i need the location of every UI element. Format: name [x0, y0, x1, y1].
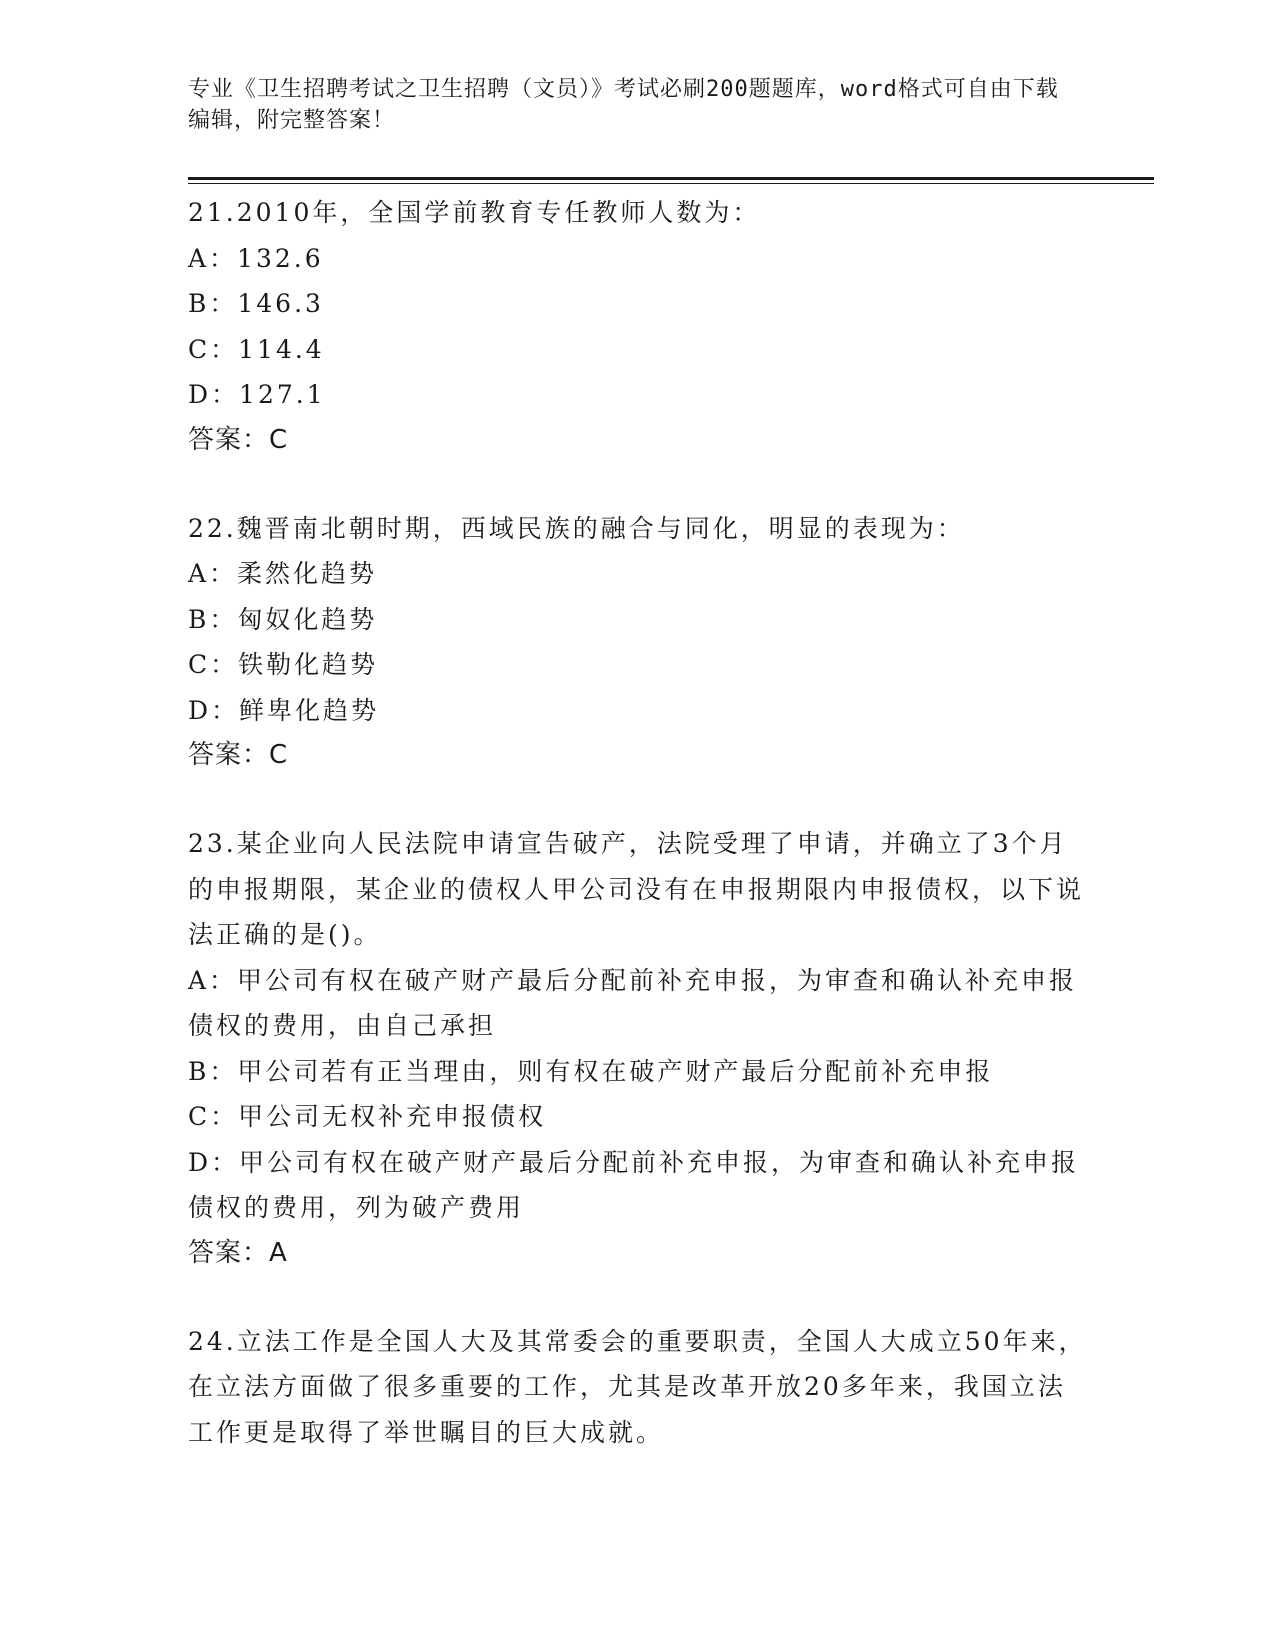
option-c: C：甲公司无权补充申报债权 — [188, 1102, 547, 1131]
option-c: C：铁勒化趋势 — [188, 650, 379, 679]
option-c: C：114.4 — [188, 334, 325, 364]
question-list — [188, 190, 1088, 1498]
option-b: B：146.3 — [188, 289, 324, 318]
option-d: D：甲公司有权在破产财产最后分配前补充申报，为审查和确认补充申报债权的费用，列为破产费用 — [188, 1147, 1080, 1222]
question-stem: 21.2010年，全国学前教育专任教师人数为： — [188, 198, 761, 227]
question-stem: 22.魏晋南北朝时期，西域民族的融合与同化，明显的表现为： — [188, 513, 965, 543]
question-stem: 24.立法工作是全国人大及其常委会的重要职责，全国人大成立50年来，在立法方面做了很多重要的工作，尤其是改革开放20多年来，我国立法工作更是取得了举世瞩目的巨大成就。 — [188, 1326, 1087, 1447]
option-b: B：匈奴化趋势 — [188, 604, 378, 634]
question-22 — [188, 506, 1088, 779]
question-stem: 23.某企业向人民法院申请宣告破产，法院受理了申请，并确立了3个月的申报期限，某企业的债权人甲公司没有在申报期限内申报债权，以下说法正确的是()。 — [188, 829, 1085, 949]
header-divider — [188, 177, 1154, 180]
document-header: 专业《卫生招聘考试之卫生招聘（文员）》考试必刷200题题库，word格式可自由下载编辑，附完整答案！ — [188, 77, 1059, 133]
option-a: A：132.6 — [188, 243, 324, 273]
answer: 答案：C — [188, 424, 289, 455]
option-a: A：甲公司有权在破产财产最后分配前补充申报，为审查和确认补充申报债权的费用，由自己承担 — [188, 965, 1078, 1040]
option-d: D：鲜卑化趋势 — [188, 695, 380, 725]
answer: 答案：A — [188, 1237, 288, 1268]
question-21 — [188, 190, 1088, 463]
header-divider-thin — [188, 183, 1154, 184]
option-b: B：甲公司若有正当理由，则有权在破产财产最后分配前补充申报 — [188, 1056, 994, 1086]
option-a: A：柔然化趋势 — [188, 559, 378, 588]
question-23 — [188, 821, 1088, 1276]
question-24 — [188, 1319, 1088, 1456]
answer: 答案：C — [188, 740, 289, 770]
option-d: D：127.1 — [188, 380, 326, 409]
